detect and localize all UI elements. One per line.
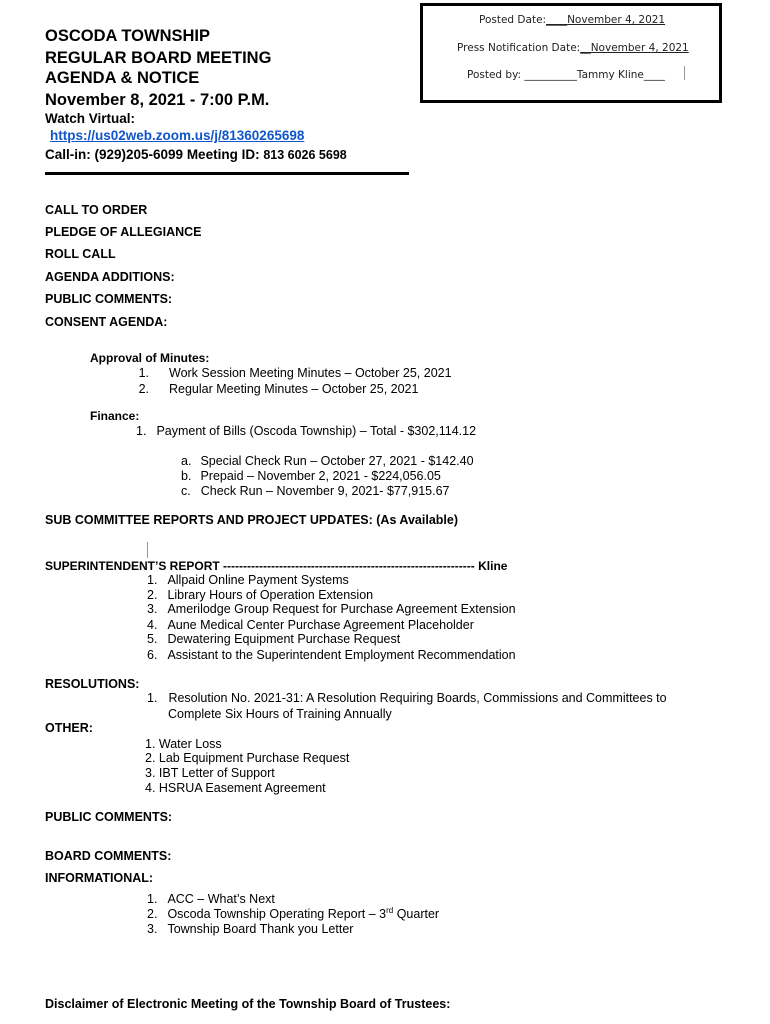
text-cursor — [684, 66, 685, 80]
list-item: 1. Allpaid Online Payment Systems — [147, 573, 349, 587]
header-divider — [45, 172, 409, 175]
press-notification-value: __November 4, 2021 — [580, 42, 689, 54]
list-item: 2. Library Hours of Operation Extension — [147, 588, 374, 602]
press-notification-line — [457, 42, 689, 54]
list-item: 1. Water Loss — [145, 737, 222, 751]
list-item: a. Special Check Run – October 27, 2021 - $142.40 — [181, 454, 474, 468]
posted-date-label: Posted Date: — [479, 14, 547, 26]
header-title-meeting: REGULAR BOARD MEETING — [45, 49, 272, 67]
posting-notice-box — [420, 3, 722, 103]
call-to-order: CALL TO ORDER — [45, 203, 148, 217]
agenda-additions: AGENDA ADDITIONS: — [45, 270, 175, 284]
board-comments-heading: BOARD COMMENTS: — [45, 849, 172, 863]
header-title-agenda: AGENDA & NOTICE — [45, 69, 200, 87]
public-comments-heading-2: PUBLIC COMMENTS: — [45, 810, 173, 824]
list-item: 3. IBT Letter of Support — [145, 766, 275, 780]
posted-by-line: Posted by: __________Tammy Kline____ — [467, 69, 665, 81]
superintendent-report-heading: SUPERINTENDENT’S REPORT --------------------------------------------------------------- Kline — [45, 559, 508, 573]
press-notification-label: Press Notification Date: — [457, 42, 581, 54]
list-item: 4. HSRUA Easement Agreement — [145, 781, 326, 795]
finance-heading: Finance: — [90, 409, 140, 423]
list-item: 1. Resolution No. 2021-31: A Resolution Requiring Boards, Commissions and Committees to — [147, 691, 667, 705]
informational-heading: INFORMATIONAL: — [45, 871, 154, 885]
list-item: 5. Dewatering Equipment Purchase Request — [147, 632, 401, 646]
call-in-info: Call-in: (929)205-6099 Meeting ID: 813 6026 5698 — [45, 147, 347, 162]
list-item: 1. ACC – What’s Next — [147, 892, 275, 906]
disclaimer-heading: Disclaimer of Electronic Meeting of the Township Board of Trustees: — [45, 997, 451, 1011]
list-item: 3. Township Board Thank you Letter — [147, 922, 354, 936]
list-item: 2. Regular Meeting Minutes – October 25, 2021 — [138, 382, 419, 396]
list-item-continuation: Complete Six Hours of Training Annually — [168, 707, 392, 721]
meeting-date-time: November 8, 2021 - 7:00 P.M. — [45, 91, 270, 109]
roll-call: ROLL CALL — [45, 247, 116, 261]
list-item: 2. Oscoda Township Operating Report – 3rd Quarter — [147, 905, 440, 921]
list-item: 6. Assistant to the Superintendent Employment Recommendation — [147, 648, 516, 662]
consent-agenda-heading: CONSENT AGENDA: — [45, 315, 168, 329]
posted-date-line — [479, 14, 665, 26]
approval-of-minutes-heading: Approval of Minutes: — [90, 351, 210, 365]
list-item: 2. Lab Equipment Purchase Request — [145, 751, 350, 765]
list-item: 3. Amerilodge Group Request for Purchase Agreement Extension — [147, 602, 516, 616]
sub-committee-heading: SUB COMMITTEE REPORTS AND PROJECT UPDATES: (As Available) — [45, 513, 459, 527]
list-item: b. Prepaid – November 2, 2021 - $224,056.05 — [181, 469, 441, 483]
pledge-of-allegiance: PLEDGE OF ALLEGIANCE — [45, 225, 202, 239]
public-comments-heading: PUBLIC COMMENTS: — [45, 292, 173, 306]
list-item: 1. Work Session Meeting Minutes – October 25, 2021 — [138, 366, 452, 380]
posted-date-value: ____November 4, 2021 — [546, 14, 666, 26]
list-item: c. Check Run – November 9, 2021- $77,915.67 — [181, 484, 450, 498]
header-title-township: OSCODA TOWNSHIP — [45, 27, 211, 45]
list-item: 1. Payment of Bills (Oscoda Township) – Total - $302,114.12 — [136, 424, 477, 438]
resolutions-heading: RESOLUTIONS: — [45, 677, 140, 691]
zoom-link[interactable]: https://us02web.zoom.us/j/81360265698 — [50, 128, 305, 143]
other-heading: OTHER: — [45, 721, 93, 735]
text-cursor — [147, 542, 148, 558]
watch-virtual-label: Watch Virtual: — [45, 111, 136, 126]
list-item: 4. Aune Medical Center Purchase Agreement Placeholder — [147, 618, 474, 632]
